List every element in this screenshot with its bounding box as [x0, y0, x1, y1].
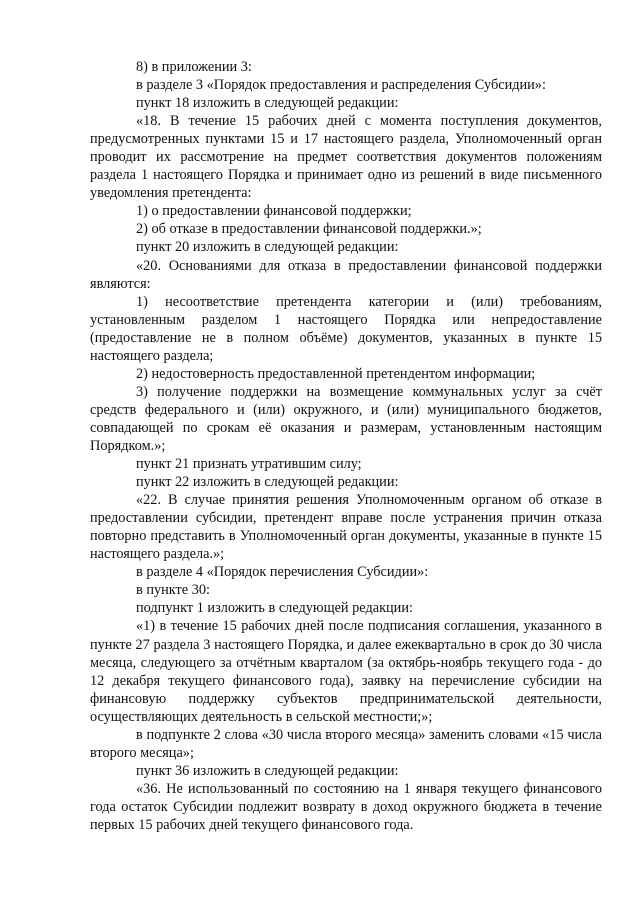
paragraph-point-30: в пункте 30: — [136, 582, 210, 599]
paragraph-point-20-reason-1: 1) несоответствие претендента категории и (или) требованиям, установленным разделом 1 настоящего Порядка или непредоставление (предоставление не в полном объёме) документов, указанных в пункте 15 настоящего раздела; — [90, 293, 602, 364]
paragraph-point-22-intro: пункт 22 изложить в следующей редакции: — [136, 474, 399, 491]
document-page — [90, 58, 602, 834]
paragraph-subpoint-1-intro: подпункт 1 изложить в следующей редакции: — [136, 600, 413, 617]
paragraph-point-18-option-2: 2) об отказе в предоставлении финансовой поддержки.»; — [136, 221, 482, 238]
paragraph-point-18-option-1: 1) о предоставлении финансовой поддержки; — [136, 203, 412, 220]
paragraph-subpoint-2: в подпункте 2 слова «30 числа второго месяца» заменить словами «15 числа второго месяца»; — [90, 726, 602, 761]
paragraph-section-3: в разделе 3 «Порядок предоставления и распределения Субсидии»: — [136, 77, 546, 94]
paragraph-point-20-reason-3: 3) получение поддержки на возмещение коммунальных услуг за счёт средств федерального и (или) окружного, и (или) муниципального бюджетов, совпадающей по срокам её оказания и размерам, установленным настоящим Порядком.»; — [90, 383, 602, 454]
paragraph-point-20: «20. Основаниями для отказа в предоставлении финансовой поддержки являются: — [90, 257, 602, 292]
paragraph-point-20-reason-2: 2) недостоверность предоставленной претендентом информации; — [136, 365, 536, 382]
paragraph-point-22: «22. В случае принятия решения Уполномоченным органом об отказе в предоставлении субсидии, претендент вправе после устранения причин отказа повторно представить в Уполномоченный орган документы, указанные в пункте 15 настоящего раздела.»; — [90, 492, 602, 563]
paragraph-subpoint-1: «1) в течение 15 рабочих дней после подписания соглашения, указанного в пункте 27 раздела 3 настоящего Порядка, и далее ежеквартально в срок до 30 числа месяца, следующего за отчётным кварталом (за октябрь-ноябрь текущего года - до 12 декабря текущего финансового года), заявку на перечисление субсидии на финансовую поддержку субъектов предпринимательской деятельности, осуществляющих деятельность в сельской местности;»; — [90, 618, 602, 725]
paragraph-point-18: «18. В течение 15 рабочих дней с момента поступления документов, предусмотренных пунктами 15 и 17 настоящего раздела, Уполномоченный орган проводит их рассмотрение на предмет соответствия документов положениям раздела 1 настоящего Порядка и принимает одно из решений в виде письменного уведомления претендента: — [90, 113, 602, 202]
paragraph-point-36: «36. Не использованный по состоянию на 1 января текущего финансового года остаток Субсидии подлежит возврату в доход окружного бюджета в течение первых 15 рабочих дней текущего финансового года. — [90, 780, 602, 833]
paragraph-point-20-intro: пункт 20 изложить в следующей редакции: — [136, 239, 399, 256]
paragraph-point-36-intro: пункт 36 изложить в следующей редакции: — [136, 762, 399, 779]
paragraph-section-4: в разделе 4 «Порядок перечисления Субсидии»: — [136, 564, 429, 581]
paragraph-point-18-intro: пункт 18 изложить в следующей редакции: — [136, 95, 399, 112]
paragraph-item-8: 8) в приложении 3: — [136, 59, 252, 75]
paragraph-point-21: пункт 21 признать утратившим силу; — [136, 456, 362, 473]
